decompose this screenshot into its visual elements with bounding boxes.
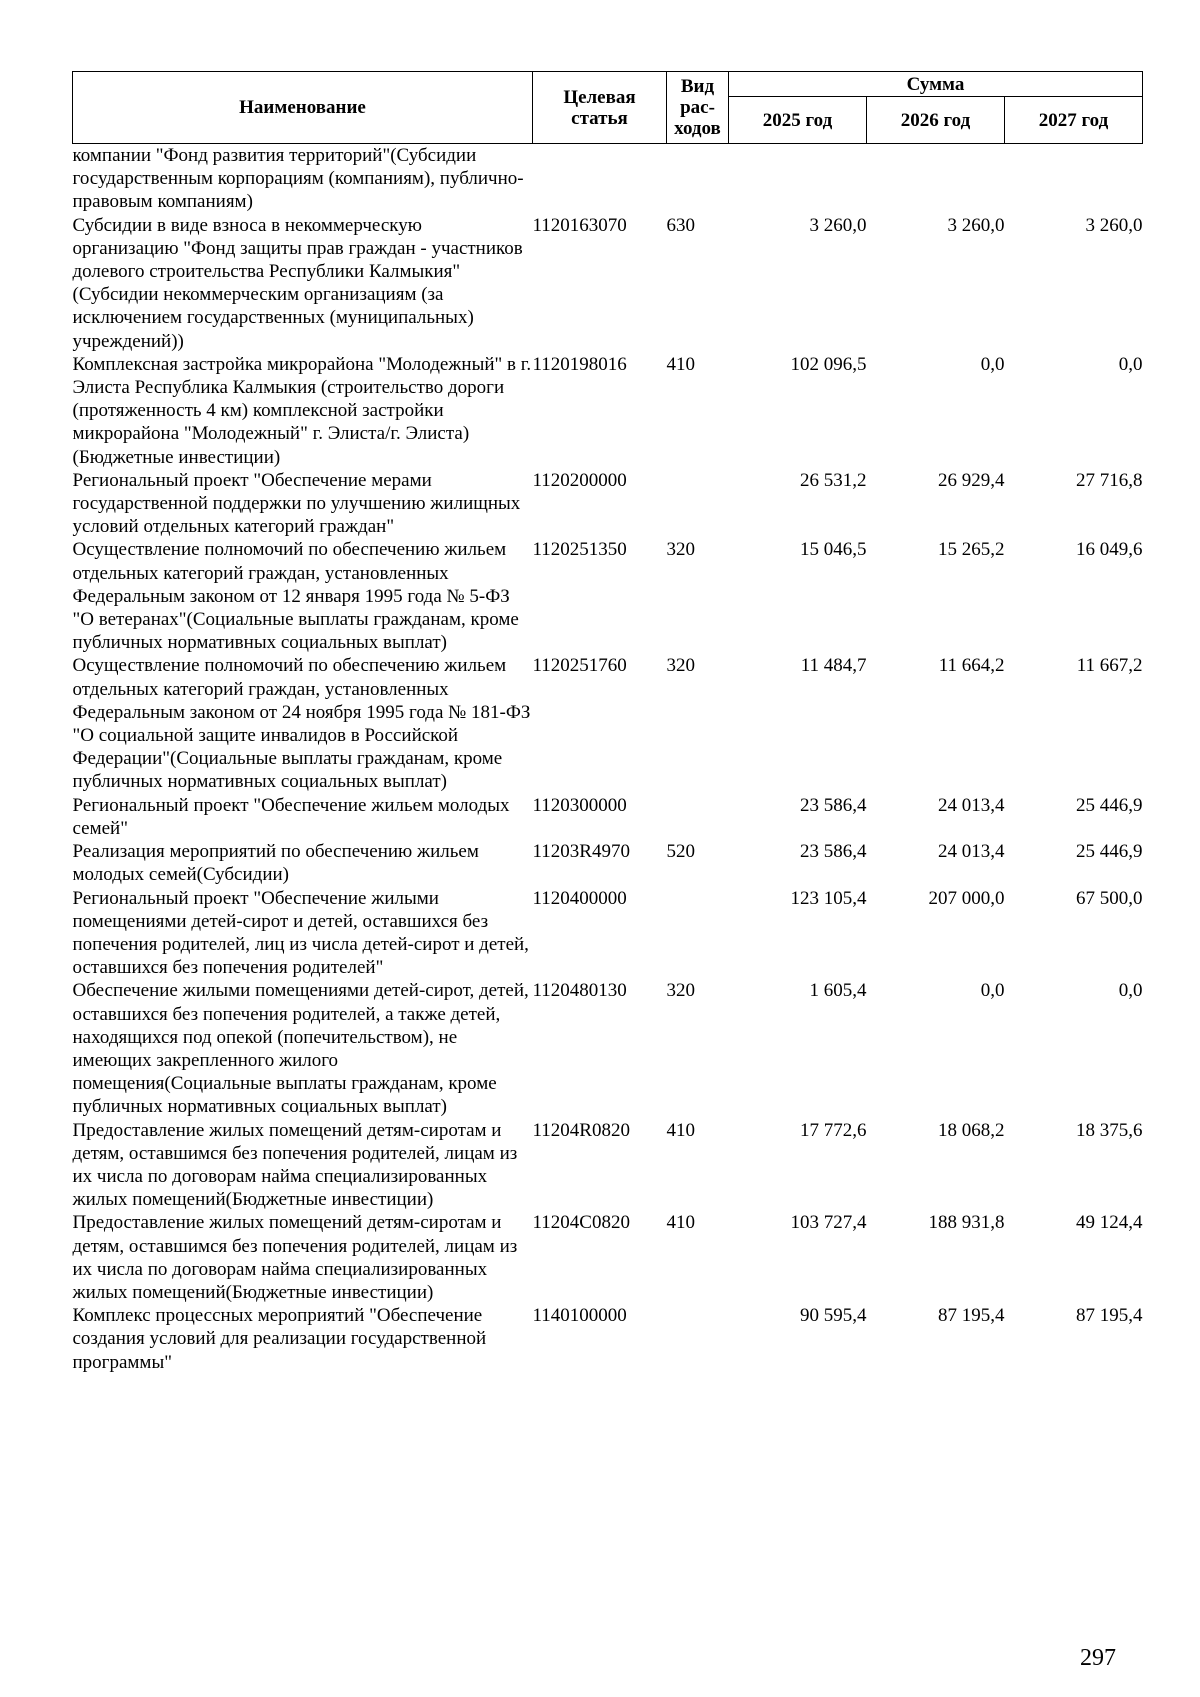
row-code: 11204C0820 bbox=[532, 1212, 630, 1234]
row-2026: 24 013,4 bbox=[938, 841, 1005, 863]
table-row bbox=[73, 840, 1143, 886]
row-2025: 26 531,2 bbox=[800, 469, 867, 491]
row-kind bbox=[667, 144, 729, 214]
header-sum: Сумма bbox=[729, 72, 1143, 97]
row-2025: 15 046,5 bbox=[800, 539, 867, 561]
header-year-2026: 2026 год bbox=[867, 97, 1005, 144]
row-2025: 90 595,4 bbox=[800, 1305, 867, 1327]
row-code: 1120400000 bbox=[532, 887, 627, 909]
row-2027: 18 375,6 bbox=[1076, 1119, 1143, 1141]
row-name: Региональный проект "Обеспечение жильем молодых семей" bbox=[72, 794, 510, 839]
row-name: Обеспечение жилыми помещениями детей-сирот, детей, оставшихся без попечения родителей, а также детей, находящихся под опекой (попечительством), не имеющих закрепленного жилого помещения(Социальные выплаты гражданам, кроме публичных нормативных социальных выплат) bbox=[72, 980, 529, 1118]
row-2027: 11 667,2 bbox=[1076, 655, 1143, 677]
header-year-2027: 2027 год bbox=[1005, 97, 1143, 144]
row-name: Предоставление жилых помещений детям-сиротам и детям, оставшимся без попечения родителей, лицам из их числа по договорам найма специализированных жилых помещений(Бюджетные инвестиции) bbox=[72, 1212, 518, 1303]
table-row bbox=[73, 353, 1143, 469]
row-2027 bbox=[1005, 144, 1143, 214]
row-2026: 3 260,0 bbox=[947, 214, 1005, 236]
row-2025: 23 586,4 bbox=[800, 841, 867, 863]
row-kind bbox=[667, 1304, 729, 1374]
row-code: 1120163070 bbox=[532, 214, 627, 236]
row-code bbox=[533, 144, 667, 214]
table-row bbox=[73, 979, 1143, 1118]
row-2025: 3 260,0 bbox=[809, 214, 867, 236]
row-2026 bbox=[867, 144, 1005, 214]
row-2025: 123 105,4 bbox=[790, 887, 867, 909]
row-name: Комплекс процессных мероприятий "Обеспечение создания условий для реализации государственной программы" bbox=[72, 1305, 487, 1373]
table-header bbox=[73, 72, 1143, 144]
row-2027: 0,0 bbox=[1118, 980, 1143, 1002]
row-2027: 67 500,0 bbox=[1076, 887, 1143, 909]
row-name: Комплексная застройка микрорайона "Молодежный" в г. Элиста Республика Калмыкия (строительство дороги (протяженность 4 км) комплексной застройки микрорайона "Молодежный" г. Элиста/г. Элиста)(Бюджетные инвестиции) bbox=[72, 353, 532, 468]
row-2027: 49 124,4 bbox=[1076, 1212, 1143, 1234]
row-kind: 320 bbox=[666, 980, 695, 1002]
row-2025: 102 096,5 bbox=[790, 353, 867, 375]
row-kind: 320 bbox=[666, 539, 695, 561]
table-row bbox=[73, 1119, 1143, 1212]
row-2026: 15 265,2 bbox=[938, 539, 1005, 561]
row-2026: 11 664,2 bbox=[938, 655, 1005, 677]
row-name: Региональный проект "Обеспечение мерами государственной поддержки по улучшению жилищных условий отдельных категорий граждан" bbox=[72, 469, 521, 538]
row-kind: 630 bbox=[666, 214, 695, 236]
row-code: 11204R0820 bbox=[532, 1119, 630, 1141]
row-kind: 410 bbox=[666, 1119, 695, 1141]
row-kind bbox=[667, 794, 729, 840]
row-name: Осуществление полномочий по обеспечению жильем отдельных категорий граждан, установленных Федеральным законом от 24 ноября 1995 года № 181-ФЗ "О социальной защите инвалидов в Российской Федерации"(Социальные выплаты гражданам, кроме публичных нормативных социальных выплат) bbox=[72, 655, 531, 793]
row-2025: 1 605,4 bbox=[809, 980, 867, 1002]
row-code: 11203R4970 bbox=[532, 841, 630, 863]
row-name: Осуществление полномочий по обеспечению жильем отдельных категорий граждан, установленных Федеральным законом от 12 января 1995 года № 5-ФЗ "О ветеранах"(Социальные выплаты гражданам, кроме публичных нормативных социальных выплат) bbox=[72, 539, 519, 654]
row-kind: 410 bbox=[666, 353, 695, 375]
row-2027: 25 446,9 bbox=[1076, 841, 1143, 863]
row-2027: 87 195,4 bbox=[1076, 1305, 1143, 1327]
header-code: Целевая статья bbox=[533, 72, 667, 144]
row-2025: 17 772,6 bbox=[800, 1119, 867, 1141]
row-2027: 3 260,0 bbox=[1085, 214, 1143, 236]
row-2026: 26 929,4 bbox=[938, 469, 1005, 491]
row-2026: 87 195,4 bbox=[938, 1305, 1005, 1327]
table-row bbox=[73, 887, 1143, 980]
row-2025: 23 586,4 bbox=[800, 794, 867, 816]
row-name: Предоставление жилых помещений детям-сиротам и детям, оставшимся без попечения родителей, лицам из их числа по договорам найма специализированных жилых помещений(Бюджетные инвестиции) bbox=[72, 1119, 518, 1211]
row-name: Субсидии в виде взноса в некоммерческую организацию "Фонд защиты прав граждан - участников долевого строительства Республики Калмыкия"(Субсидии некоммерческим организациям (за исключением государственных (муниципальных) учреждений)) bbox=[72, 214, 523, 352]
table-row bbox=[73, 654, 1143, 793]
table-row bbox=[73, 144, 1143, 214]
table-row bbox=[73, 538, 1143, 654]
row-code: 1140100000 bbox=[532, 1305, 627, 1327]
table-row bbox=[73, 1211, 1143, 1304]
row-kind: 320 bbox=[666, 655, 695, 677]
header-kind: Вид рас- ходов bbox=[667, 72, 729, 144]
row-name: Реализация мероприятий по обеспечению жильем молодых семей(Субсидии) bbox=[72, 841, 479, 886]
row-2027: 0,0 bbox=[1118, 353, 1143, 375]
row-2027: 27 716,8 bbox=[1076, 469, 1143, 491]
row-2027: 25 446,9 bbox=[1076, 794, 1143, 816]
budget-table bbox=[72, 71, 1143, 1374]
row-code: 1120198016 bbox=[532, 353, 627, 375]
row-code: 1120300000 bbox=[532, 794, 627, 816]
table-row bbox=[73, 1304, 1143, 1374]
row-kind: 520 bbox=[666, 841, 695, 863]
page-number: 297 bbox=[1080, 1645, 1116, 1671]
row-name: Региональный проект "Обеспечение жилыми помещениями детей-сирот и детей, оставшихся без попечения родителей, лиц из числа детей-сирот и детей, оставшихся без попечения родителей" bbox=[72, 887, 529, 979]
row-2027: 16 049,6 bbox=[1076, 539, 1143, 561]
row-2026: 188 931,8 bbox=[928, 1212, 1005, 1234]
row-2026: 0,0 bbox=[980, 980, 1005, 1002]
row-2026: 24 013,4 bbox=[938, 794, 1005, 816]
table-body bbox=[73, 144, 1143, 1374]
row-code: 1120251350 bbox=[532, 539, 627, 561]
row-kind bbox=[667, 887, 729, 980]
header-year-2025: 2025 год bbox=[729, 97, 867, 144]
row-kind bbox=[667, 469, 729, 539]
row-2026: 18 068,2 bbox=[938, 1119, 1005, 1141]
table-row bbox=[73, 214, 1143, 353]
row-code: 1120480130 bbox=[532, 980, 627, 1002]
row-name: компании "Фонд развития территорий"(Субсидии государственным корпорациям (компаниям), публично-правовым компаниям) bbox=[72, 145, 524, 213]
row-2025 bbox=[729, 144, 867, 214]
row-2026: 0,0 bbox=[980, 353, 1005, 375]
row-2025: 11 484,7 bbox=[800, 655, 867, 677]
table-row bbox=[73, 469, 1143, 539]
table-row bbox=[73, 794, 1143, 840]
header-name: Наименование bbox=[73, 72, 533, 144]
row-code: 1120251760 bbox=[532, 655, 627, 677]
row-2026: 207 000,0 bbox=[928, 887, 1005, 909]
row-kind: 410 bbox=[666, 1212, 695, 1234]
row-2025: 103 727,4 bbox=[790, 1212, 867, 1234]
row-code: 1120200000 bbox=[532, 469, 627, 491]
